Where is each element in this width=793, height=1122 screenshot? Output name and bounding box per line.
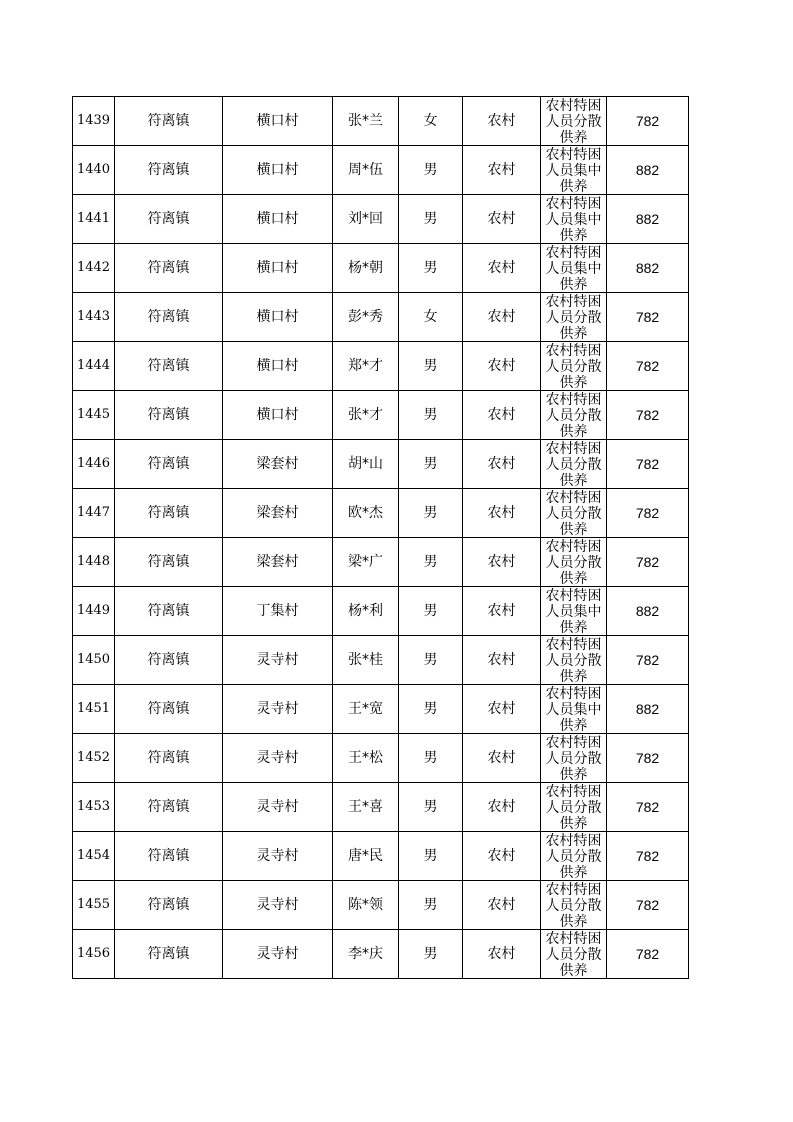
cell-village: 梁套村 xyxy=(223,489,333,538)
cell-number: 1445 xyxy=(73,391,115,440)
table-row xyxy=(73,293,689,342)
cell-gender: 男 xyxy=(399,587,463,636)
cell-name: 王*松 xyxy=(333,734,399,783)
cell-village: 灵寺村 xyxy=(223,636,333,685)
cell-village: 横口村 xyxy=(223,244,333,293)
cell-number: 1450 xyxy=(73,636,115,685)
cell-area: 农村 xyxy=(463,440,541,489)
cell-name: 郑*才 xyxy=(333,342,399,391)
support-type-text: 农村特困人员分散供养 xyxy=(545,539,602,586)
table-row xyxy=(73,881,689,930)
cell-village: 灵寺村 xyxy=(223,930,333,979)
cell-amount: 782 xyxy=(607,440,689,489)
cell-number: 1456 xyxy=(73,930,115,979)
cell-gender: 男 xyxy=(399,195,463,244)
cell-amount: 782 xyxy=(607,832,689,881)
cell-gender: 女 xyxy=(399,293,463,342)
cell-support-type xyxy=(541,685,607,734)
cell-village: 灵寺村 xyxy=(223,783,333,832)
cell-amount: 782 xyxy=(607,538,689,587)
cell-amount: 782 xyxy=(607,636,689,685)
cell-village: 横口村 xyxy=(223,97,333,146)
table-row xyxy=(73,930,689,979)
cell-town: 符离镇 xyxy=(115,685,223,734)
cell-town: 符离镇 xyxy=(115,244,223,293)
cell-area: 农村 xyxy=(463,783,541,832)
cell-support-type xyxy=(541,146,607,195)
support-type-text: 农村特困人员分散供养 xyxy=(545,735,602,782)
cell-support-type xyxy=(541,97,607,146)
cell-gender: 男 xyxy=(399,342,463,391)
cell-gender: 男 xyxy=(399,538,463,587)
cell-name: 杨*朝 xyxy=(333,244,399,293)
cell-amount: 782 xyxy=(607,97,689,146)
cell-number: 1452 xyxy=(73,734,115,783)
support-type-text: 农村特困人员集中供养 xyxy=(545,588,602,635)
cell-village: 横口村 xyxy=(223,342,333,391)
cell-gender: 男 xyxy=(399,832,463,881)
table-row xyxy=(73,195,689,244)
cell-amount: 782 xyxy=(607,734,689,783)
cell-amount: 782 xyxy=(607,342,689,391)
cell-number: 1448 xyxy=(73,538,115,587)
table-row xyxy=(73,734,689,783)
cell-town: 符离镇 xyxy=(115,538,223,587)
table-row xyxy=(73,391,689,440)
cell-area: 农村 xyxy=(463,244,541,293)
cell-area: 农村 xyxy=(463,832,541,881)
cell-village: 灵寺村 xyxy=(223,881,333,930)
cell-town: 符离镇 xyxy=(115,930,223,979)
table-row xyxy=(73,832,689,881)
cell-support-type xyxy=(541,636,607,685)
cell-support-type xyxy=(541,440,607,489)
support-type-text: 农村特困人员分散供养 xyxy=(545,343,602,390)
cell-area: 农村 xyxy=(463,636,541,685)
cell-number: 1442 xyxy=(73,244,115,293)
cell-name: 李*庆 xyxy=(333,930,399,979)
cell-support-type xyxy=(541,342,607,391)
cell-name: 欧*杰 xyxy=(333,489,399,538)
cell-town: 符离镇 xyxy=(115,881,223,930)
support-type-text: 农村特困人员分散供养 xyxy=(545,490,602,537)
cell-name: 张*桂 xyxy=(333,636,399,685)
cell-town: 符离镇 xyxy=(115,783,223,832)
cell-support-type xyxy=(541,930,607,979)
cell-number: 1439 xyxy=(73,97,115,146)
cell-area: 农村 xyxy=(463,146,541,195)
cell-amount: 782 xyxy=(607,930,689,979)
cell-area: 农村 xyxy=(463,930,541,979)
cell-support-type xyxy=(541,195,607,244)
cell-support-type xyxy=(541,783,607,832)
cell-amount: 882 xyxy=(607,195,689,244)
support-type-text: 农村特困人员分散供养 xyxy=(545,784,602,831)
support-type-text: 农村特困人员分散供养 xyxy=(545,392,602,439)
cell-area: 农村 xyxy=(463,342,541,391)
support-type-text: 农村特困人员集中供养 xyxy=(545,245,602,292)
cell-name: 周*伍 xyxy=(333,146,399,195)
support-type-text: 农村特困人员分散供养 xyxy=(545,441,602,488)
table-row xyxy=(73,146,689,195)
cell-gender: 男 xyxy=(399,636,463,685)
cell-amount: 882 xyxy=(607,587,689,636)
table-row xyxy=(73,97,689,146)
cell-town: 符离镇 xyxy=(115,440,223,489)
table-row xyxy=(73,685,689,734)
support-type-text: 农村特困人员集中供养 xyxy=(545,196,602,243)
support-type-text: 农村特困人员集中供养 xyxy=(545,686,602,733)
cell-number: 1447 xyxy=(73,489,115,538)
cell-gender: 男 xyxy=(399,391,463,440)
support-type-text: 农村特困人员分散供养 xyxy=(545,294,602,341)
cell-number: 1455 xyxy=(73,881,115,930)
cell-town: 符离镇 xyxy=(115,97,223,146)
cell-name: 张*才 xyxy=(333,391,399,440)
records-table xyxy=(72,96,689,979)
cell-amount: 882 xyxy=(607,685,689,734)
support-type-text: 农村特困人员分散供养 xyxy=(545,882,602,929)
table-row xyxy=(73,783,689,832)
cell-support-type xyxy=(541,391,607,440)
cell-name: 王*宽 xyxy=(333,685,399,734)
cell-gender: 男 xyxy=(399,489,463,538)
cell-amount: 782 xyxy=(607,783,689,832)
cell-village: 丁集村 xyxy=(223,587,333,636)
cell-town: 符离镇 xyxy=(115,832,223,881)
cell-town: 符离镇 xyxy=(115,195,223,244)
cell-number: 1441 xyxy=(73,195,115,244)
cell-number: 1440 xyxy=(73,146,115,195)
table-row xyxy=(73,636,689,685)
cell-name: 张*兰 xyxy=(333,97,399,146)
cell-area: 农村 xyxy=(463,685,541,734)
cell-town: 符离镇 xyxy=(115,391,223,440)
cell-name: 彭*秀 xyxy=(333,293,399,342)
cell-gender: 女 xyxy=(399,97,463,146)
cell-support-type xyxy=(541,244,607,293)
cell-village: 横口村 xyxy=(223,391,333,440)
cell-village: 灵寺村 xyxy=(223,832,333,881)
cell-amount: 782 xyxy=(607,489,689,538)
support-type-text: 农村特困人员集中供养 xyxy=(545,147,602,194)
cell-name: 胡*山 xyxy=(333,440,399,489)
cell-support-type xyxy=(541,293,607,342)
cell-gender: 男 xyxy=(399,685,463,734)
cell-number: 1446 xyxy=(73,440,115,489)
table-row xyxy=(73,244,689,293)
support-type-text: 农村特困人员分散供养 xyxy=(545,833,602,880)
cell-town: 符离镇 xyxy=(115,636,223,685)
cell-area: 农村 xyxy=(463,195,541,244)
cell-gender: 男 xyxy=(399,244,463,293)
cell-gender: 男 xyxy=(399,930,463,979)
table-row xyxy=(73,489,689,538)
cell-support-type xyxy=(541,587,607,636)
cell-village: 梁套村 xyxy=(223,440,333,489)
cell-gender: 男 xyxy=(399,734,463,783)
table-row xyxy=(73,440,689,489)
cell-support-type xyxy=(541,881,607,930)
cell-village: 横口村 xyxy=(223,195,333,244)
table-row xyxy=(73,342,689,391)
cell-area: 农村 xyxy=(463,489,541,538)
cell-name: 王*喜 xyxy=(333,783,399,832)
cell-amount: 882 xyxy=(607,244,689,293)
cell-number: 1444 xyxy=(73,342,115,391)
cell-village: 横口村 xyxy=(223,293,333,342)
cell-gender: 男 xyxy=(399,881,463,930)
cell-area: 农村 xyxy=(463,97,541,146)
cell-village: 灵寺村 xyxy=(223,685,333,734)
cell-number: 1453 xyxy=(73,783,115,832)
cell-name: 梁*广 xyxy=(333,538,399,587)
cell-gender: 男 xyxy=(399,146,463,195)
cell-area: 农村 xyxy=(463,881,541,930)
cell-amount: 882 xyxy=(607,146,689,195)
support-type-text: 农村特困人员分散供养 xyxy=(545,98,602,145)
support-type-text: 农村特困人员分散供养 xyxy=(545,931,602,978)
cell-town: 符离镇 xyxy=(115,342,223,391)
cell-support-type xyxy=(541,538,607,587)
cell-support-type xyxy=(541,734,607,783)
cell-village: 横口村 xyxy=(223,146,333,195)
cell-support-type xyxy=(541,489,607,538)
cell-area: 农村 xyxy=(463,538,541,587)
cell-area: 农村 xyxy=(463,391,541,440)
records-body xyxy=(73,97,689,979)
cell-name: 杨*利 xyxy=(333,587,399,636)
cell-name: 刘*回 xyxy=(333,195,399,244)
cell-number: 1454 xyxy=(73,832,115,881)
cell-gender: 男 xyxy=(399,783,463,832)
cell-amount: 782 xyxy=(607,881,689,930)
cell-name: 唐*民 xyxy=(333,832,399,881)
cell-amount: 782 xyxy=(607,391,689,440)
table-row xyxy=(73,587,689,636)
cell-town: 符离镇 xyxy=(115,734,223,783)
cell-name: 陈*领 xyxy=(333,881,399,930)
cell-number: 1451 xyxy=(73,685,115,734)
cell-area: 农村 xyxy=(463,587,541,636)
cell-gender: 男 xyxy=(399,440,463,489)
cell-village: 梁套村 xyxy=(223,538,333,587)
cell-area: 农村 xyxy=(463,293,541,342)
cell-amount: 782 xyxy=(607,293,689,342)
cell-area: 农村 xyxy=(463,734,541,783)
cell-town: 符离镇 xyxy=(115,489,223,538)
cell-town: 符离镇 xyxy=(115,293,223,342)
cell-town: 符离镇 xyxy=(115,587,223,636)
cell-support-type xyxy=(541,832,607,881)
cell-village: 灵寺村 xyxy=(223,734,333,783)
support-type-text: 农村特困人员分散供养 xyxy=(545,637,602,684)
cell-number: 1443 xyxy=(73,293,115,342)
cell-number: 1449 xyxy=(73,587,115,636)
table-row xyxy=(73,538,689,587)
cell-town: 符离镇 xyxy=(115,146,223,195)
